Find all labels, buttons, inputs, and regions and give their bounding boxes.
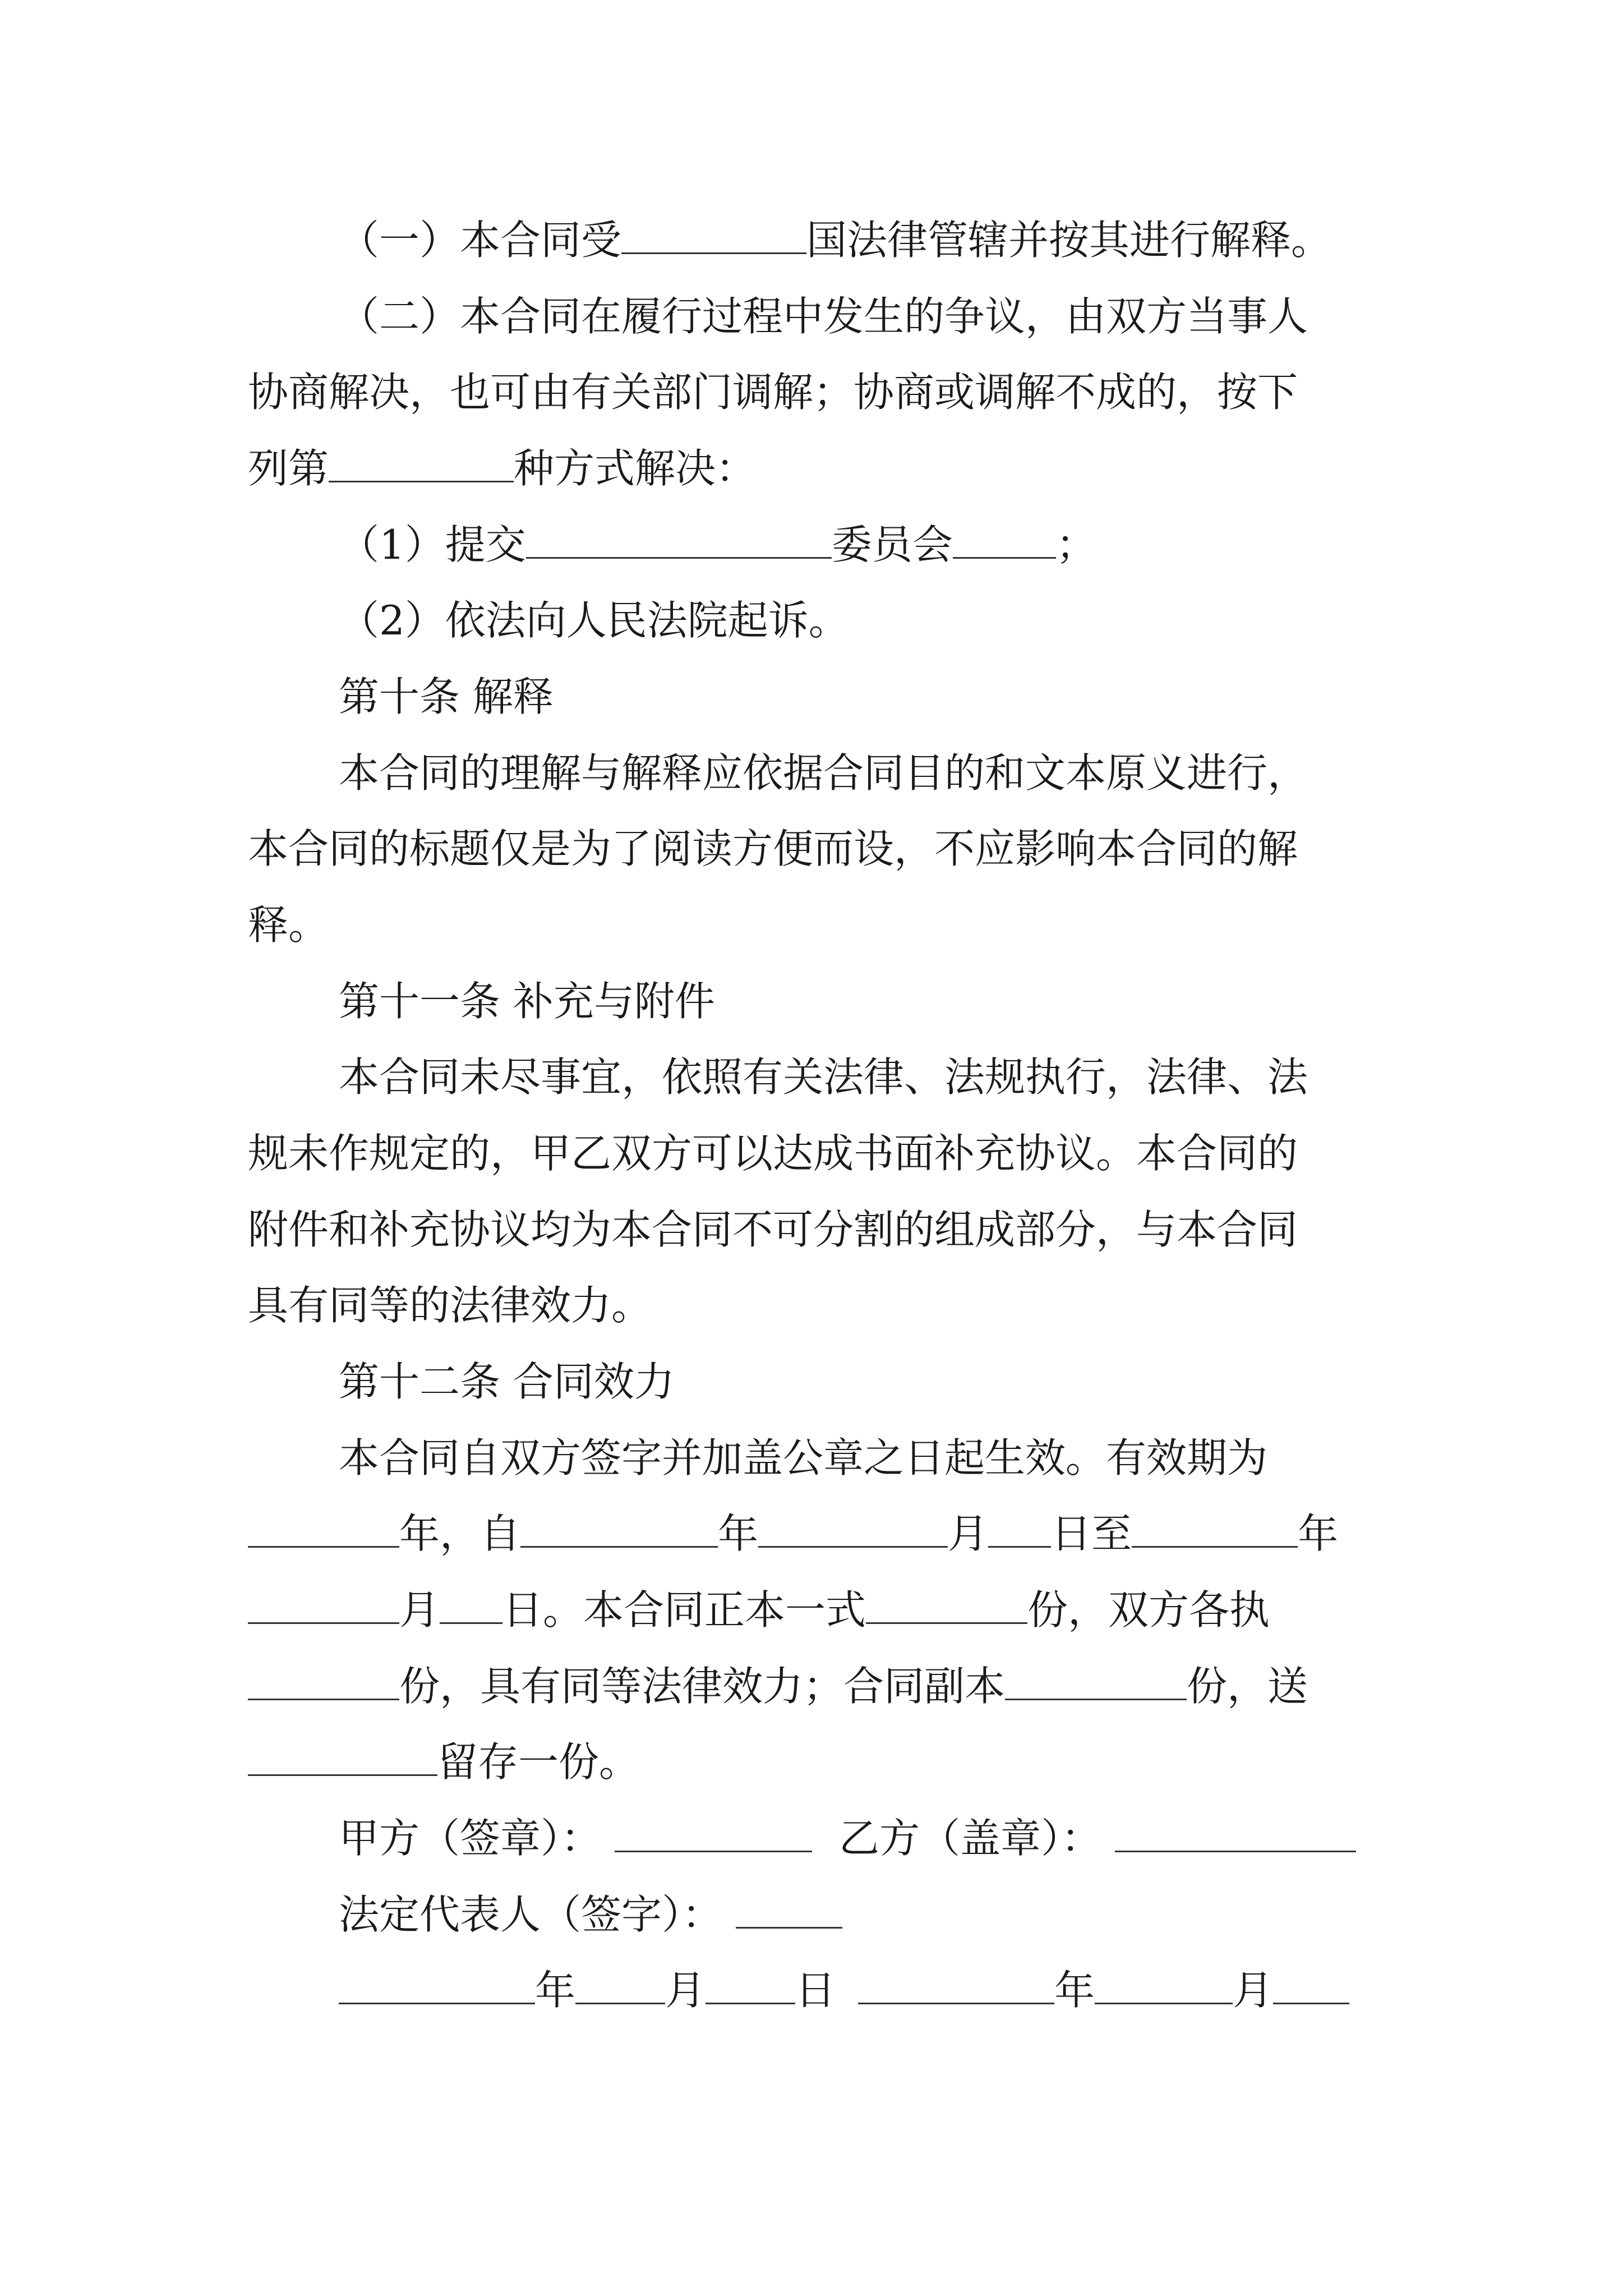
clause10-body-line2: 本合同的标题仅是为了阅读方便而设，不应影响本合同的解	[248, 825, 1298, 872]
blank-field	[621, 215, 806, 254]
clause9-option2: （2）依法向人民法院起诉。	[339, 597, 849, 644]
date-a-year-field[interactable]	[339, 1966, 535, 2004]
text: 份，双方各执	[1027, 1586, 1270, 1634]
clause9-option1	[339, 517, 1096, 573]
text: 年，自	[399, 1510, 521, 1557]
clause9-item2-line2: 协商解决，也可由有关部门调解；协商或调解不成的，按下	[248, 369, 1298, 416]
blank-field	[329, 444, 514, 482]
text: 列第	[248, 445, 329, 492]
clause12-body-line1: 本合同自双方签字并加盖公章之日起生效。有效期为	[339, 1434, 1268, 1481]
signature-date-line	[339, 1962, 1349, 2018]
date-b-year-field[interactable]	[858, 1966, 1054, 2004]
party-a-signature-field[interactable]	[615, 1814, 812, 1852]
clause11-body-line2: 规未作规定的，甲乙双方可以达成书面补充协议。本合同的	[248, 1130, 1298, 1177]
date-b-month-field[interactable]	[1095, 1966, 1233, 2004]
text: 月	[1233, 1967, 1274, 2014]
text: 月	[399, 1586, 440, 1634]
blank-field	[526, 520, 832, 559]
text: 日至	[1051, 1510, 1132, 1557]
text: （一）本合同受	[339, 217, 622, 264]
clause12-body-line2	[248, 1506, 1338, 1562]
blank-field	[248, 1662, 399, 1700]
blank-field	[248, 1737, 437, 1776]
blank-field	[248, 1585, 399, 1624]
signature-legal-rep-line	[339, 1887, 842, 1943]
clause12-body-line3	[248, 1582, 1270, 1638]
clause12-body-line4	[248, 1658, 1308, 1714]
text: 份，具有同等法律效力；合同副本	[399, 1663, 1006, 1710]
clause11-title: 第十一条 补充与附件	[339, 978, 715, 1025]
text: 年	[718, 1510, 759, 1557]
clause11-body-line3: 附件和补充协议均为本合同不可分割的组成部分，与本合同	[248, 1206, 1298, 1253]
blank-field	[758, 1509, 948, 1548]
clause9-item2-line3	[248, 440, 756, 496]
party-b-seal-field[interactable]	[1115, 1814, 1356, 1852]
blank-field	[866, 1585, 1027, 1624]
clause10-body-line3: 释。	[248, 901, 329, 949]
blank-field	[440, 1585, 502, 1624]
legal-rep-label: 法定代表人（签字）：	[339, 1891, 723, 1938]
blank-field	[1132, 1509, 1298, 1548]
legal-rep-signature-field[interactable]	[736, 1890, 842, 1929]
text: 月	[665, 1967, 706, 2014]
party-a-label: 甲方（签章）：	[339, 1815, 602, 1862]
clause11-body-line1: 本合同未尽事宜，依照有关法律、法规执行，法律、法	[339, 1053, 1308, 1101]
clause11-body-line4: 具有同等的法律效力。	[248, 1282, 652, 1329]
text: 年	[1054, 1967, 1095, 2014]
text: 委员会	[831, 521, 953, 568]
text: 份，送	[1187, 1663, 1308, 1710]
party-b-label: 乙方（盖章）：	[839, 1815, 1102, 1862]
clause9-item1	[339, 212, 1331, 268]
date-b-day-field[interactable]	[1273, 1966, 1349, 2004]
text: 日。本合同正本一式	[502, 1586, 866, 1634]
text: 年	[535, 1967, 576, 2014]
text: 月	[948, 1510, 989, 1557]
text: 种方式解决：	[514, 445, 757, 492]
blank-field	[953, 520, 1056, 559]
date-a-day-field[interactable]	[706, 1966, 795, 2004]
text: 留存一份。	[437, 1738, 640, 1786]
blank-field	[1005, 1662, 1187, 1700]
date-a-month-field[interactable]	[575, 1966, 665, 2004]
signature-parties-line	[339, 1810, 1356, 1866]
text: （1）提交	[339, 521, 526, 568]
blank-field	[520, 1509, 718, 1548]
text: 日	[795, 1967, 836, 2014]
text: ；	[1055, 521, 1096, 568]
clause10-title: 第十条 解释	[339, 673, 554, 720]
blank-field	[988, 1509, 1051, 1548]
clause12-title: 第十二条 合同效力	[339, 1358, 675, 1405]
text: 年	[1298, 1510, 1339, 1557]
text: 国法律管辖并按其进行解释。	[806, 217, 1332, 264]
clause9-item2-line1: （二）本合同在履行过程中发生的争议，由双方当事人	[339, 293, 1308, 340]
blank-field	[248, 1509, 399, 1548]
clause12-body-line5	[248, 1734, 639, 1790]
clause10-body-line1: 本合同的理解与解释应依据合同目的和文本原义进行，	[339, 749, 1308, 797]
